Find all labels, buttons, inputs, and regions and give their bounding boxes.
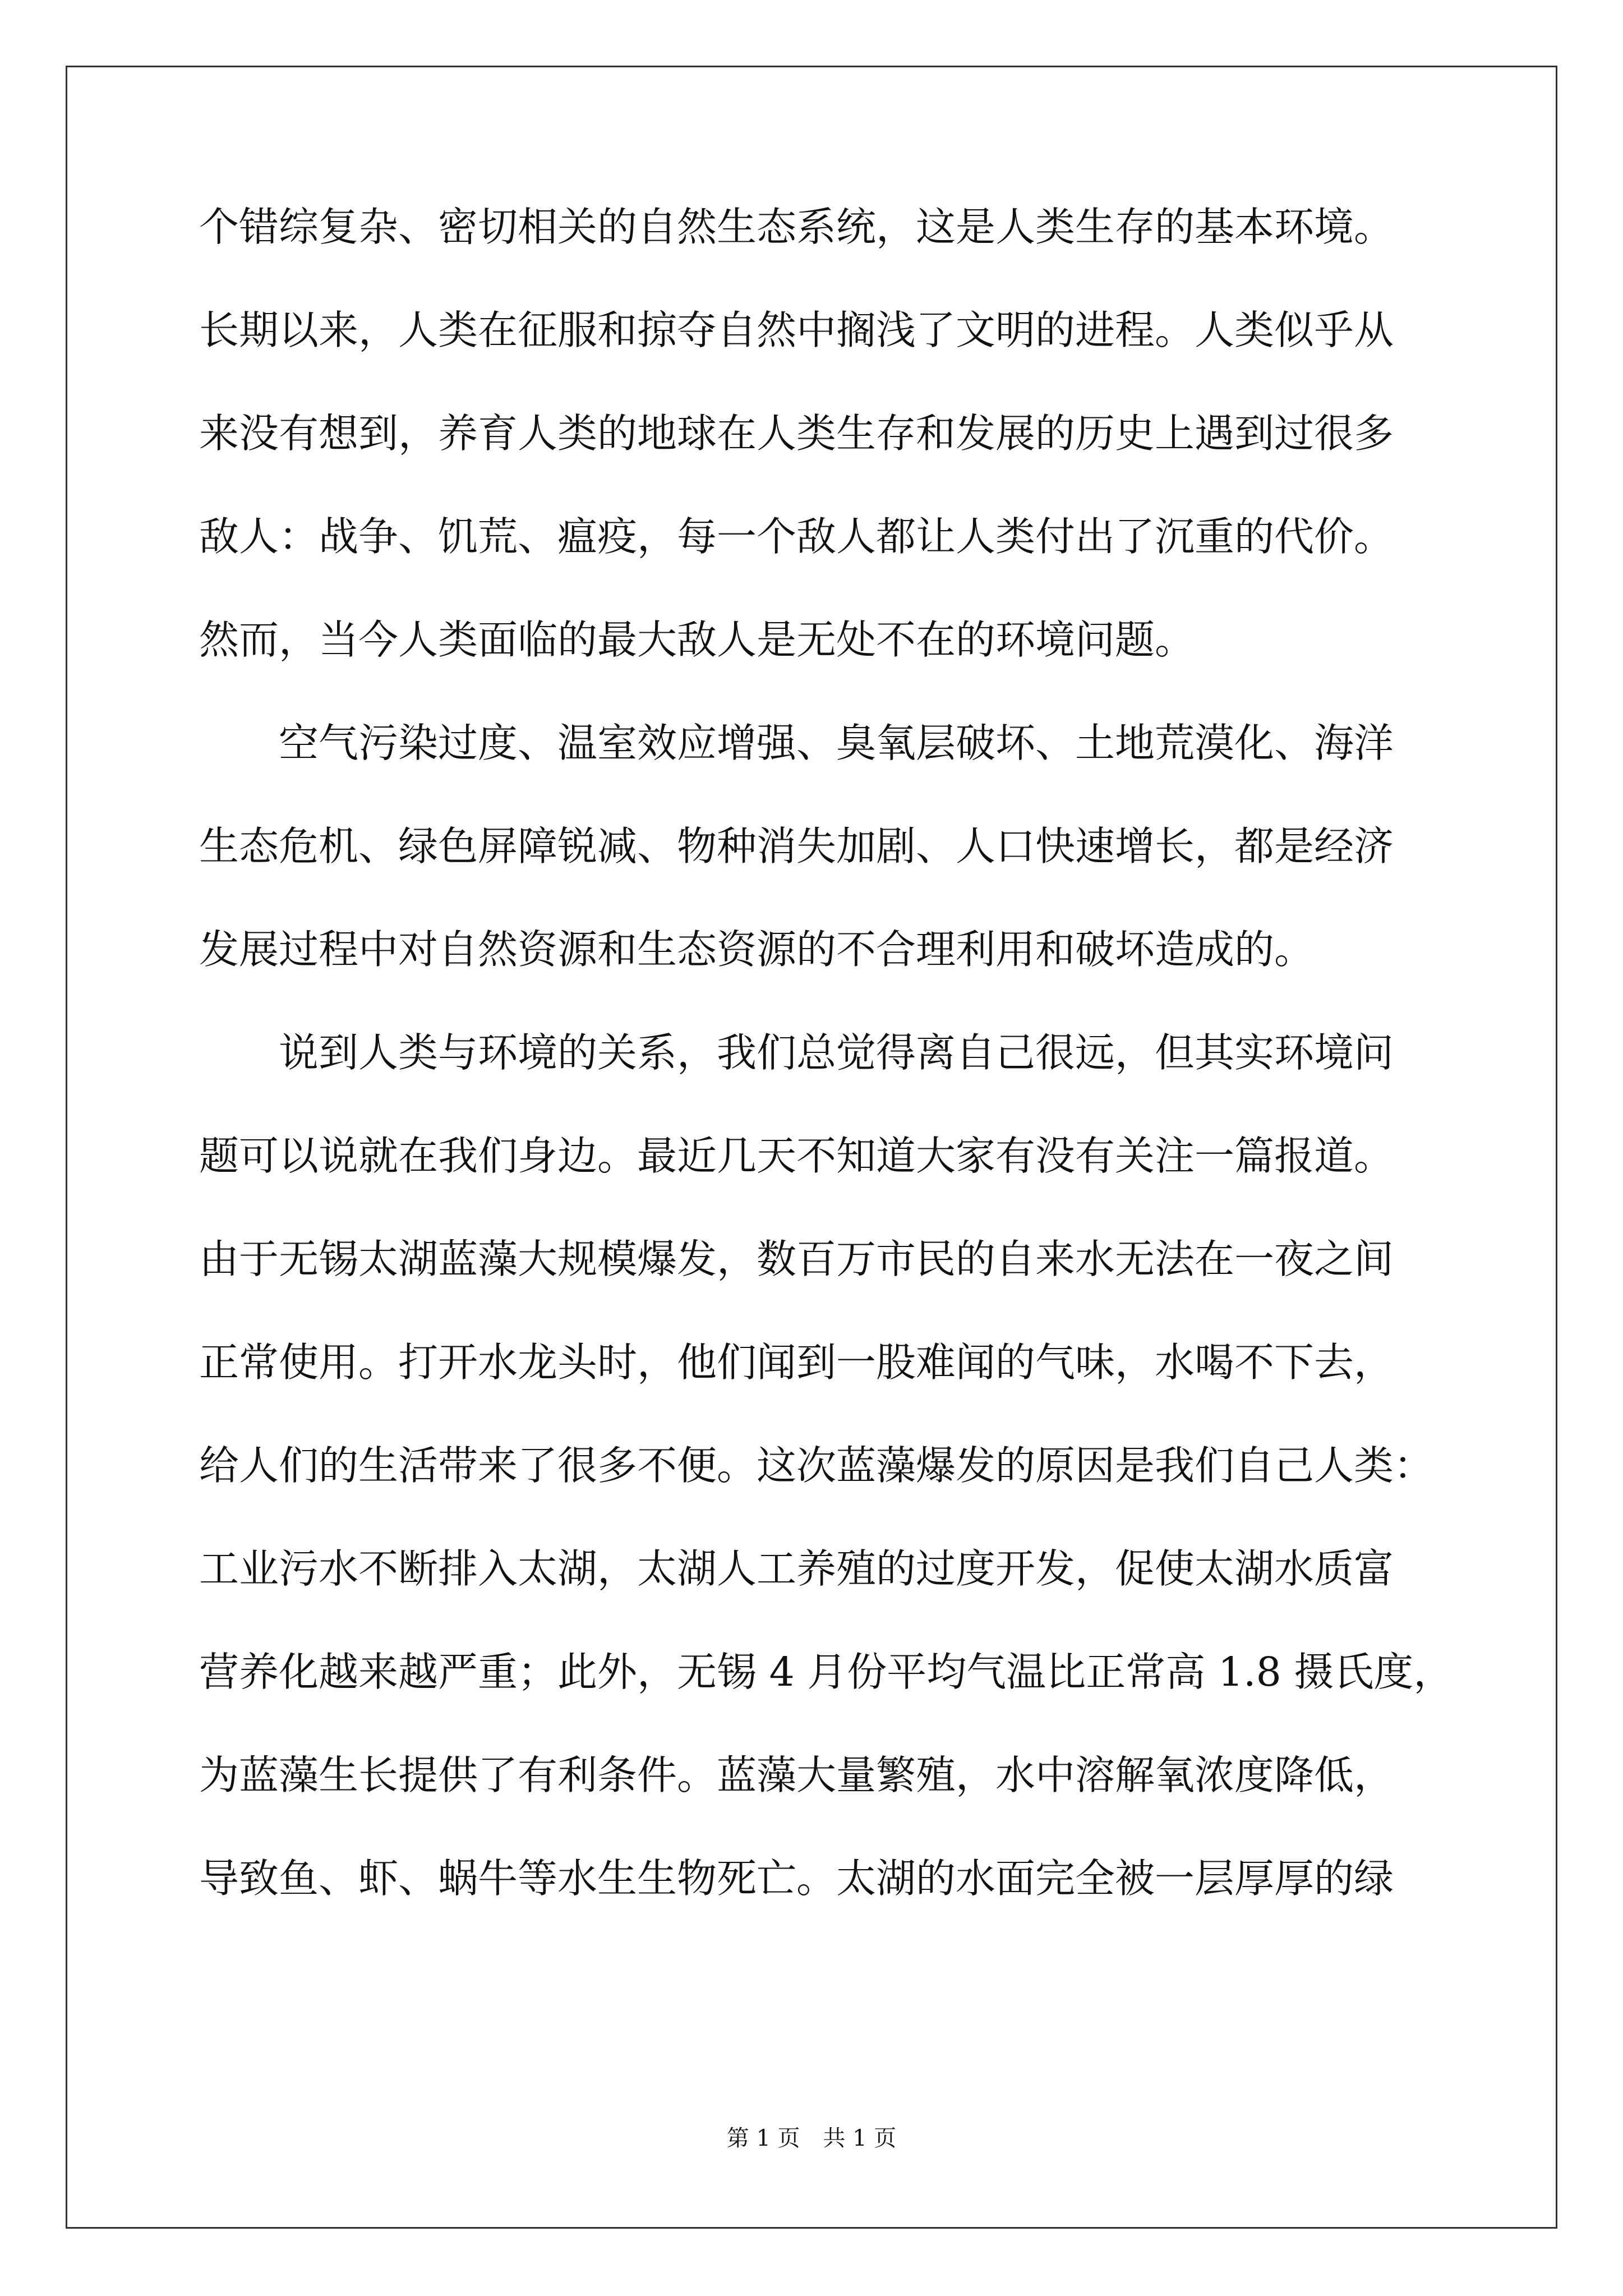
paragraph-start-line: 说到人类与环境的关系，我们总觉得离自己很远，但其实环境问: [279, 1029, 1394, 1076]
text-line: 由于无锡太湖蓝藻大规模爆发，数百万市民的自来水无法在一夜之间: [199, 1236, 1394, 1282]
text-line: 生态危机、绿色屏障锐减、物种消失加剧、人口快速增长，都是经济: [199, 823, 1394, 869]
text-line: 发展过程中对自然资源和生态资源的不合理利用和破坏造成的。: [199, 926, 1315, 973]
text-line: 为蓝藻生长提供了有利条件。蓝藻大量繁殖，水中溶解氧浓度降低，: [199, 1752, 1394, 1798]
text-line: 来没有想到，养育人类的地球在人类生存和发展的历史上遇到过很多: [199, 410, 1394, 457]
text-line: 敌人：战争、饥荒、瘟疫，每一个敌人都让人类付出了沉重的代价。: [199, 513, 1394, 560]
text-line: 营养化越来越严重；此外，无锡 4 月份平均气温比正常高 1.8 摄氏度，: [199, 1649, 1454, 1695]
text-line: 长期以来，人类在征服和掠夺自然中搁浅了文明的进程。人类似乎从: [199, 307, 1394, 353]
text-line: 然而，当今人类面临的最大敌人是无处不在的环境问题。: [199, 616, 1195, 663]
text-line: 题可以说就在我们身边。最近几天不知道大家有没有关注一篇报道。: [199, 1133, 1394, 1179]
text-line: 导致鱼、虾、蜗牛等水生生物死亡。太湖的水面完全被一层厚厚的绿: [199, 1855, 1394, 1902]
text-line: 给人们的生活带来了很多不便。这次蓝藻爆发的原因是我们自己人类：: [199, 1442, 1434, 1489]
paragraph-start-line: 空气污染过度、温室效应增强、臭氧层破坏、土地荒漠化、海洋: [279, 720, 1394, 766]
text-line: 正常使用。打开水龙头时，他们闻到一股难闻的气味，水喝不下去，: [199, 1339, 1394, 1386]
document-body: [199, 199, 1454, 1954]
page-footer: [0, 2120, 1623, 2152]
text-line: 工业污水不断排入太湖，太湖人工养殖的过度开发，促使太湖水质富: [199, 1545, 1394, 1592]
page-number: 第 1 页: [726, 2125, 800, 2151]
page-total: 共 1 页: [823, 2125, 897, 2151]
text-line: 个错综复杂、密切相关的自然生态系统，这是人类生存的基本环境。: [199, 204, 1394, 250]
